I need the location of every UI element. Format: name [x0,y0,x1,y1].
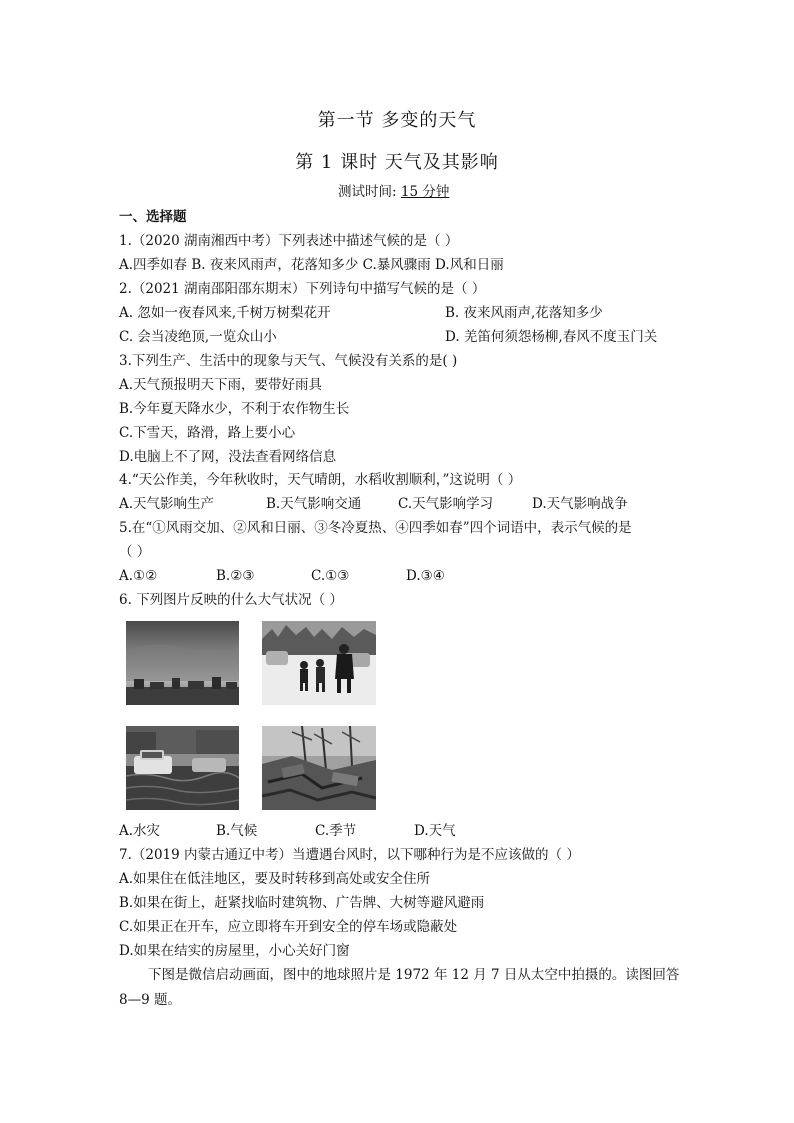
question-3-option-a: A.天气预报明天下雨，要带好雨具 [119,377,323,393]
photo-storm-damage [262,726,376,810]
question-5-option-c: C.①③ [311,568,350,584]
question-2-option-c: C. 会当凌绝顶,一览众山小 [119,329,277,345]
reading-prompt-line1: 下图是微信启动画面，图中的地球照片是 1972 年 12 月 7 日从太空中拍摄的。读图回答 [148,967,680,983]
question-7-option-b: B.如果在街上，赶紧找临时建筑物、广告牌、大树等避风避雨 [119,895,485,911]
question-5-stem: 5.在“①风雨交加、②风和日丽、③冬冷夏热、④四季如春”四个词语中，表示气候的是 [119,520,632,536]
test-time-value: 15 分钟 [400,184,450,200]
question-4-option-d: D.天气影响战争 [532,496,628,512]
question-2-stem: 2.（2021 湖南邵阳邵东期末）下列诗句中描写气候的是（ ） [119,281,486,297]
question-5-option-d: D.③④ [406,568,445,584]
page-title: 第一节 多变的天气 [317,110,477,131]
question-5-stem-cont: （ ） [119,544,151,560]
section-heading: 一、选择题 [119,209,187,225]
question-6-option-d: D.天气 [414,823,456,839]
question-4-option-c: C.天气影响学习 [398,496,494,512]
question-1-stem: 1.（2020 湖南湘西中考）下列表述中描述气候的是（ ） [119,233,459,249]
question-6-stem: 6. 下列图片反映的什么大气状况（ ） [119,592,343,608]
question-1-options: A.四季如春 B. 夜来风雨声，花落知多少 C.暴风骤雨 D.风和日丽 [119,257,504,273]
question-5-option-b: B.②③ [216,568,255,584]
page-subtitle: 第 1 课时 天气及其影响 [295,152,499,173]
question-7-stem: 7.（2019 内蒙古通辽中考）当遭遇台风时，以下哪种行为是不应该做的（ ） [119,847,580,863]
question-2-option-a: A. 忽如一夜春风来,千树万树梨花开 [119,305,331,321]
question-2-option-d: D. 羌笛何须怨杨柳,春风不度玉门关 [445,329,658,345]
question-4-option-b: B.天气影响交通 [266,496,362,512]
question-4-stem: 4.“天公作美，今年秋收时，天气晴朗，水稻收割顺利，”这说明（ ） [119,472,522,488]
question-3-option-b: B.今年夏天降水少，不利于农作物生长 [119,401,350,417]
test-time-label: 测试时间: [338,184,397,200]
question-6-option-c: C.季节 [315,823,357,839]
question-3-option-d: D.电脑上不了网，没法查看网络信息 [119,449,337,465]
photo-flood [126,726,239,810]
question-7-option-a: A.如果住在低洼地区，要及时转移到高处或安全住所 [119,871,431,887]
question-3-stem: 3.下列生产、生活中的现象与天气、气候没有关系的是( ) [119,353,458,369]
question-2-option-b: B. 夜来风雨声,花落知多少 [445,305,603,321]
question-5-option-a: A.①② [119,568,158,584]
question-3-option-c: C.下雪天，路滑，路上要小心 [119,425,296,441]
question-6-option-a: A.水灾 [119,823,161,839]
question-7-option-c: C.如果正在开车，应立即将车开到安全的停车场或隐蔽处 [119,919,458,935]
photo-snow-walkers [262,621,376,705]
question-6-option-b: B.气候 [216,823,258,839]
question-4-option-a: A.天气影响生产 [119,496,215,512]
test-time [338,183,449,201]
question-7-option-d: D.如果在结实的房屋里，小心关好门窗 [119,943,350,959]
reading-prompt-line2: 8—9 题。 [119,992,181,1008]
photo-sandstorm [126,621,239,705]
